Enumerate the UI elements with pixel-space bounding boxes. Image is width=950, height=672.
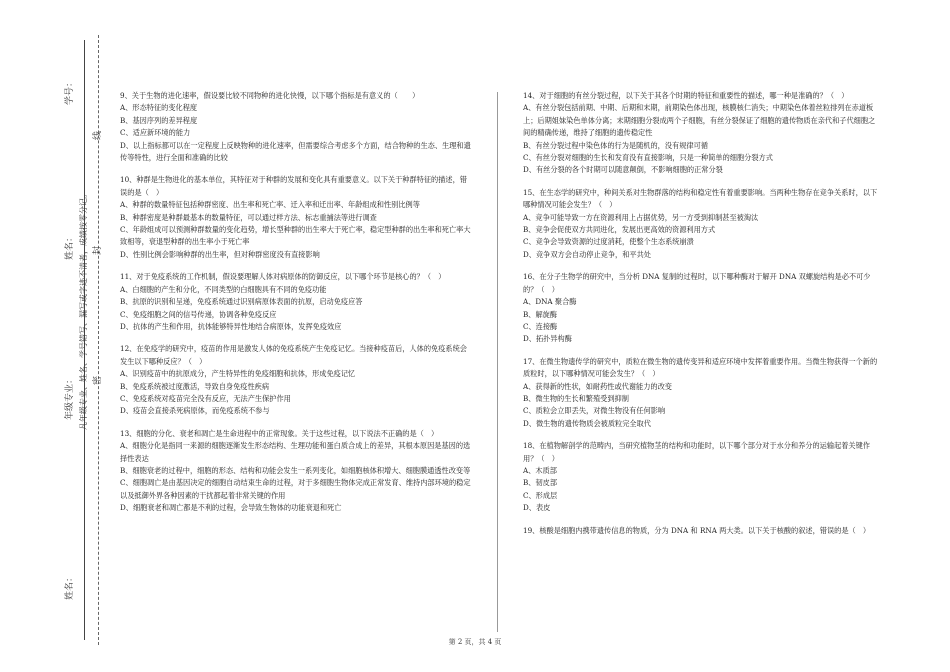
fold-line-outer <box>98 35 99 645</box>
question-stem: 17、在微生物遗传学的研究中，质粒在微生物的遗传变异和适应环境中发挥着重要作用。当微生物获得一个新的质粒时，以下哪种情况可能会发生？（ ） <box>523 356 878 379</box>
option-d: D、性别比例会影响种群的出生率，但对种群密度没有直接影响 <box>120 249 320 259</box>
seal-mark-xian: 线 <box>93 130 103 140</box>
option-d: D、有丝分裂的各个时期可以随意颠倒，不影响细胞的正常分裂 <box>523 165 723 175</box>
option-a: A、细胞分化是指同一来源的细胞逐渐发生形态结构、生理功能和蛋白质合成上的差异，其根本原因是基因的选择性表达 <box>120 441 471 463</box>
option-b: B、解旋酶 <box>523 309 558 319</box>
option-c: C、连接酶 <box>523 321 558 331</box>
option-b: B、竞争会促使双方共同进化，发展出更高效的资源利用方式 <box>523 225 716 235</box>
option-b: B、种群密度是种群最基本的数量特征，可以通过样方法、标志重捕法等进行调查 <box>120 212 377 222</box>
option-d: D、拓扑异构酶 <box>523 334 572 344</box>
binding-margin <box>0 0 110 672</box>
seal-mark-mi: 密 <box>93 375 103 385</box>
option-b: B、韧皮部 <box>523 478 558 488</box>
question-stem: 10、种群是生物进化的基本单位，其特征对于种群的发展和变化具有重要意义。以下关于种群特征的描述，错误的是（ ） <box>120 175 467 197</box>
question-stem: 15、在生态学的研究中，种间关系对生物群落的结构和稳定性有着重要影响。当两种生物存在竞争关系时，以下哪种情况可能会发生？（ ） <box>523 187 878 210</box>
question-stem: 14、对于细胞的有丝分裂过程，以下关于其各个时期的特征和重要性的描述，哪一种是准确的？（ ） <box>523 91 849 100</box>
option-c: C、免疫细胞之间的信号传递，协调各种免疫反应 <box>120 309 277 319</box>
option-c: C、形成层 <box>523 490 558 500</box>
option-a: A、识别疫苗中的抗原成分，产生特异性的免疫细胞和抗体，形成免疫记忆 <box>120 369 356 379</box>
option-c: C、有丝分裂对细胞的生长和发育没有直接影响，只是一种简单的细胞分裂方式 <box>523 153 773 163</box>
option-b: B、有丝分裂过程中染色体的行为是随机的，没有规律可循 <box>523 140 708 150</box>
option-b: B、抗原的识别和呈递，免疫系统通过识别病原体表面的抗原，启动免疫应答 <box>120 297 363 307</box>
question-9 <box>120 90 472 164</box>
question-stem: 18、在植物解剖学的范畴内，当研究植物茎的结构和功能时，以下哪个部分对于水分和养分的运输起着关键作用？（ ） <box>523 441 870 463</box>
question-column-right <box>523 90 878 547</box>
option-a: A、种群的数量特征包括种群密度、出生率和死亡率、迁入率和迁出率、年龄组成和性别比例等 <box>120 200 420 210</box>
question-column-left <box>120 90 472 525</box>
warning-note: 凡年级专业、姓名、学号错写、漏写或字迹不清者，成绩按零分记。 <box>79 190 88 430</box>
option-c: C、竞争会导致资源的过度消耗，使整个生态系统崩溃 <box>523 237 694 247</box>
option-c: C、免疫系统对疫苗完全没有反应，无法产生保护作用 <box>120 393 291 403</box>
question-17 <box>523 356 878 430</box>
page-number: 第 2 页，共 4 页 <box>448 638 502 646</box>
option-b: B、基因序列的差异程度 <box>120 115 198 125</box>
option-b: B、微生物的生长和繁殖受到抑制 <box>523 393 629 403</box>
option-a: A、竞争可能导致一方在资源利用上占据优势，另一方受到抑制甚至被淘汰 <box>523 212 759 222</box>
option-d: D、竞争双方会自动停止竞争，和平共处 <box>523 249 651 259</box>
question-15 <box>523 187 878 261</box>
option-c: C、质粒会立即丢失，对微生物没有任何影响 <box>523 406 666 416</box>
option-d: D、细胞衰老和凋亡都是不利的过程，会导致生物体的功能衰退和死亡 <box>120 503 342 513</box>
question-18 <box>523 440 878 514</box>
option-a: A、DNA 聚合酶 <box>523 297 577 307</box>
question-11 <box>120 271 472 333</box>
option-b: B、细胞衰老的过程中，细胞的形态、结构和功能会发生一系列变化，如细胞核体积增大、细胞膜通透性改变等 <box>120 465 471 475</box>
question-stem: 12、在免疫学的研究中，疫苗的作用是激发人体的免疫系统产生免疫记忆。当接种疫苗后，人体的免疫系统会发生以下哪种反应？（ ） <box>120 344 467 366</box>
option-a: A、有丝分裂包括前期、中期、后期和末期，前期染色体出现，核膜核仁消失；中期染色体着丝粒排列在赤道板上；后期姐妹染色单体分离；末期细胞分裂成两个子细胞，有丝分裂保证了细胞的遗传物质在亲代和子代细胞之间的精确传递，维持了细胞的遗传稳定性 <box>523 103 876 138</box>
question-14 <box>523 90 878 177</box>
question-stem: 11、对于免疫系统的工作机制，假设要理解人体对病原体的防御反应，以下哪个环节是核心的？（ ） <box>120 272 446 282</box>
seal-mark-feng: 封 <box>93 245 103 255</box>
option-c: C、细胞凋亡是由基因决定的细胞自动结束生命的过程，对于多细胞生物体完成正常发育、维持内部环境的稳定以及抵御外界各种因素的干扰都起着非常关键的作用 <box>120 478 471 500</box>
question-13 <box>120 428 472 515</box>
option-d: D、微生物的遗传物质会被质粒完全取代 <box>523 418 651 428</box>
grade-major-label: 年级专业： <box>65 374 75 420</box>
option-b: B、免疫系统被过度激活，导致自身免疫性疾病 <box>120 381 270 391</box>
name-label: 姓名： <box>65 232 75 260</box>
school-label: 姓名： <box>65 572 75 600</box>
option-d: D、表皮 <box>523 503 551 513</box>
question-19 <box>523 525 878 537</box>
option-d: D、以上指标都可以在一定程度上反映物种的进化速率，但需要综合考虑多个方面，结合物种的生态、生理和遗传等特性，进行全面和准确的比较 <box>120 140 471 163</box>
question-stem: 13、细胞的分化、衰老和凋亡是生命进程中的正常现象。关于这些过程，以下说法不正确的是（ ） <box>120 428 439 438</box>
question-12 <box>120 343 472 417</box>
question-stem: 19、核酸是细胞内携带遗传信息的物质，分为 DNA 和 RNA 两大类。以下关于核酸的叙述，错误的是（ ） <box>523 525 871 535</box>
student-id-label: 学号： <box>65 77 75 105</box>
question-stem: 16、在分子生物学的研究中，当分析 DNA 复制的过程时，以下哪种酶对于解开 DNA 双螺旋结构是必不可少的？（ ） <box>523 272 871 294</box>
option-d: D、抗体的产生和作用，抗体能够特异性地结合病原体，发挥免疫效应 <box>120 321 342 331</box>
option-a: A、获得新的性状，如耐药性或代谢能力的改变 <box>523 381 672 391</box>
question-stem: 9、关于生物的进化速率，假设要比较不同物种的进化快慢，以下哪个指标是有意义的（ ） <box>120 91 420 100</box>
option-c: C、年龄组成可以预测种群数量的变化趋势，增长型种群的出生率大于死亡率，稳定型种群的出生率和死亡率大致相等，衰退型种群的出生率小于死亡率 <box>120 225 471 247</box>
question-16 <box>523 271 878 345</box>
question-10 <box>120 174 472 261</box>
option-a: A、木质部 <box>523 465 557 475</box>
option-a: A、形态特征的变化程度 <box>120 103 198 113</box>
option-d: D、疫苗会直接杀死病原体，而免疫系统不参与 <box>120 406 270 416</box>
option-c: C、适应新环境的能力 <box>120 128 191 138</box>
option-a: A、白细胞的产生和分化，不同类型的白细胞具有不同的免疫功能 <box>120 284 327 294</box>
column-divider <box>497 92 498 632</box>
